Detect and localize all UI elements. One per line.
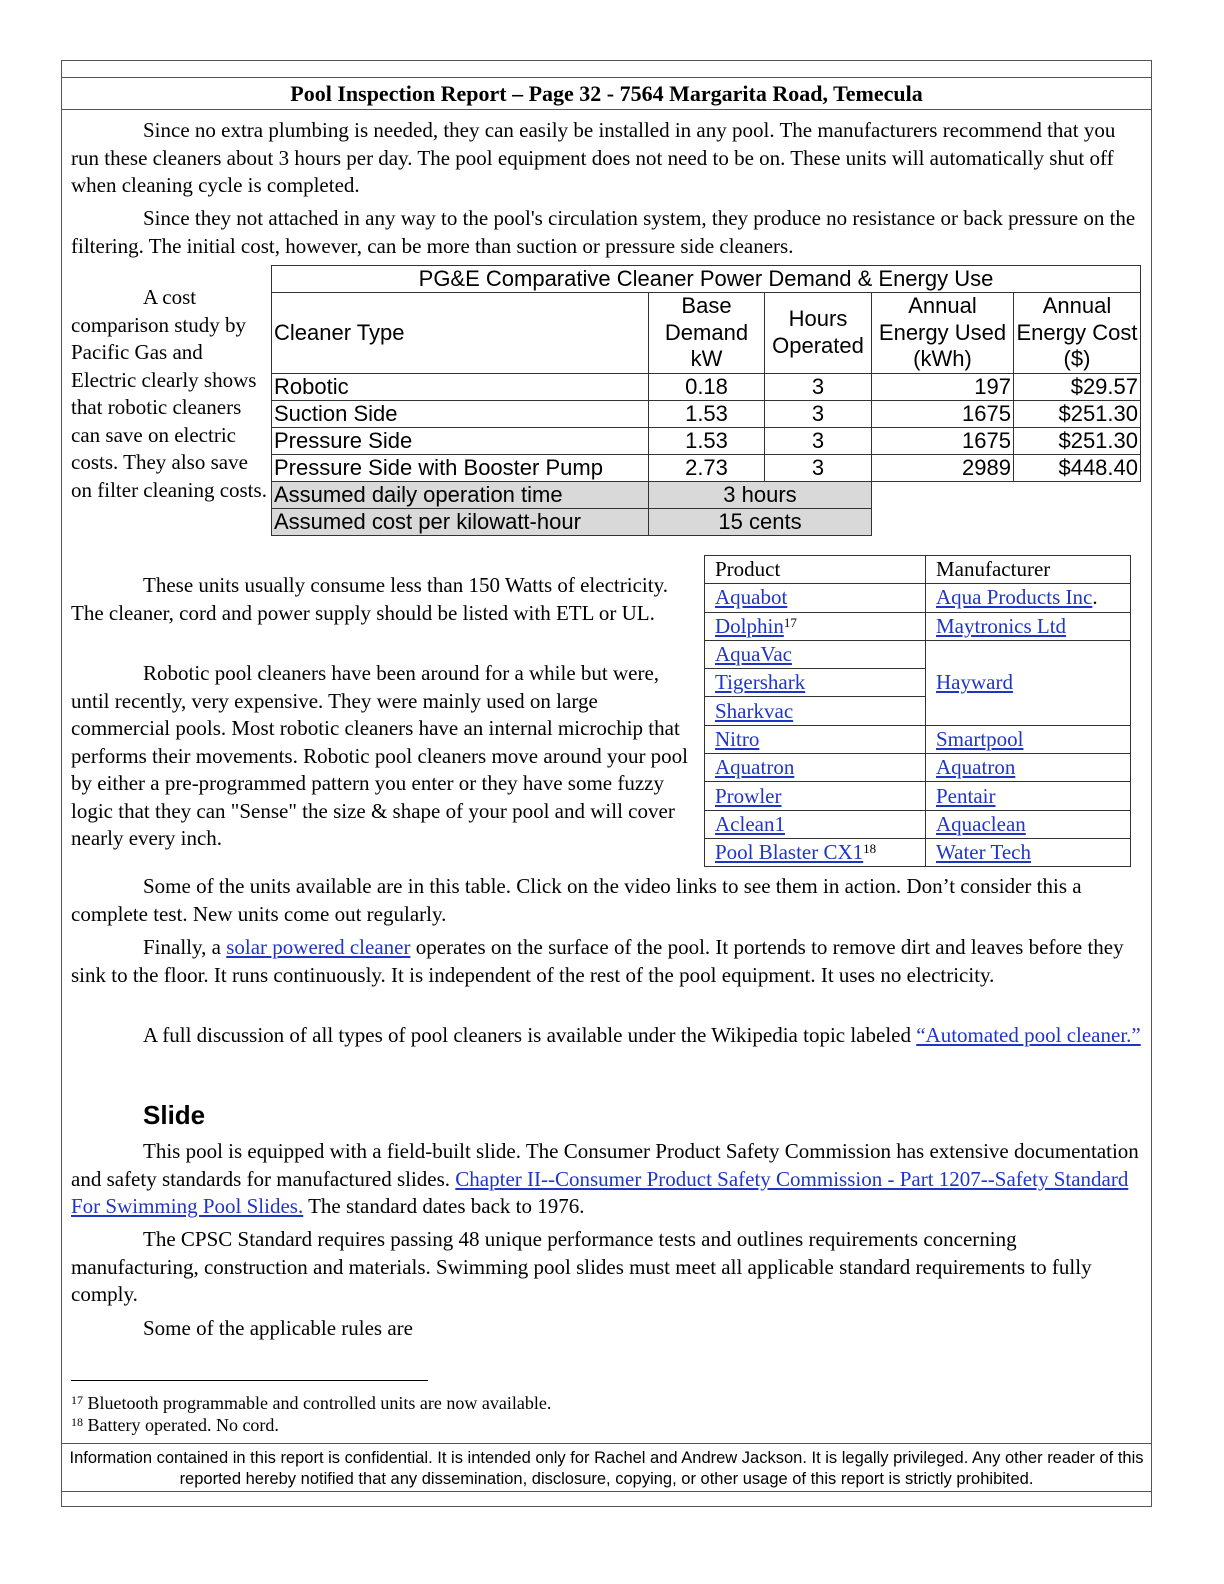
paragraph-solar-cleaner: [71, 934, 1143, 989]
table-row: [705, 640, 1131, 668]
table-row: [272, 427, 1141, 454]
footnote-ref: 17: [783, 614, 797, 630]
assumption-value: 3 hours: [649, 481, 872, 508]
manufacturer-link[interactable]: Aqua Products Inc: [936, 585, 1093, 610]
table-row: [272, 454, 1141, 481]
cell-cleaner-type: Suction Side: [272, 400, 649, 427]
cpsc-standard-link[interactable]: Chapter II--Consumer Product Safety Commission - Part 1207--Safety Standard For Swimming Pool Slides.: [71, 1166, 1129, 1218]
table-row: [705, 584, 1131, 612]
footnote-ref: 18: [863, 841, 877, 857]
manufacturer-link[interactable]: Maytronics Ltd: [936, 613, 1067, 638]
paragraph-cost-comparison: A cost comparison study by Pacific Gas and Electric clearly shows that robotic cleaners can save on electric costs. They also save on filter cleaning costs.: [71, 285, 267, 502]
product-link[interactable]: AquaVac: [715, 642, 792, 667]
col-header-cleaner-type: Cleaner Type: [272, 293, 649, 374]
paragraph-units-available: Some of the units available are in this table. Click on the video links to see them in action. Don’t consider this a complete test. New units come out regularly.: [71, 874, 1082, 926]
table-row: [705, 838, 1131, 866]
product-link[interactable]: Tigershark: [715, 670, 806, 695]
cell-cleaner-type: Pressure Side with Booster Pump: [272, 454, 649, 481]
paragraph-plumbing: Since no extra plumbing is needed, they can easily be installed in any pool. The manufacturers recommend that you run these cleaners about 3 hours per day. The pool equipment does not need to be on. These units will automatically shut off when cleaning cycle is completed.: [71, 118, 1116, 197]
table-row: [705, 782, 1131, 810]
paragraph-wikipedia: [71, 1022, 1143, 1050]
table-row: [705, 810, 1131, 838]
manufacturer-link[interactable]: Pentair: [936, 783, 996, 808]
table-row: [272, 400, 1141, 427]
cell-energy-cost: $251.30: [1014, 427, 1141, 454]
cell-cleaner-type: Pressure Side: [272, 427, 649, 454]
text-span: A full discussion of all types of pool cleaners is available under the Wikipedia topic labeled: [143, 1023, 917, 1047]
product-link[interactable]: Pool Blaster CX1: [715, 840, 864, 865]
assumption-value: 15 cents: [649, 508, 872, 535]
pge-table-title: PG&E Comparative Cleaner Power Demand & Energy Use: [272, 266, 1141, 293]
pge-comparison-table: [271, 265, 1141, 536]
product-link[interactable]: Aquatron: [715, 755, 795, 780]
product-link[interactable]: Dolphin: [715, 613, 784, 638]
footnote-18: [71, 1414, 279, 1436]
col-header-product: Product: [705, 556, 926, 584]
col-header-annual-energy-cost: Annual Energy Cost ($): [1014, 293, 1141, 374]
product-link[interactable]: Aquabot: [715, 585, 788, 610]
col-header-manufacturer: Manufacturer: [926, 556, 1131, 584]
cell-hours: 3: [765, 373, 872, 400]
footnote-number: 18: [71, 1415, 83, 1429]
product-link[interactable]: Aclean1: [715, 811, 785, 836]
text-span: Finally, a: [143, 935, 227, 959]
table-row: [705, 725, 1131, 753]
manufacturer-link[interactable]: Aquatron: [936, 755, 1016, 780]
table-row: [705, 754, 1131, 782]
text-span: This pool is equipped with a field-built slide. The Consumer Product Safety Commission has extensive documentation and safety standards for manufactured slides.: [71, 1139, 1139, 1191]
manufacturer-link[interactable]: Hayward: [936, 670, 1013, 695]
cell-hours: 3: [765, 427, 872, 454]
paragraph-circulation: Since they not attached in any way to the pool's circulation system, they produce no resistance or back pressure on the filtering. The initial cost, however, can be more than suction or pressure side cleaners.: [71, 206, 1136, 258]
product-manufacturer-table: [704, 555, 1131, 867]
manufacturer-link[interactable]: Aquaclean: [936, 811, 1026, 836]
assumption-label: Assumed daily operation time: [272, 481, 649, 508]
col-header-hours-operated: Hours Operated: [765, 293, 872, 374]
col-header-annual-energy-used: Annual Energy Used (kWh): [872, 293, 1014, 374]
cell-base-demand: 2.73: [649, 454, 765, 481]
assumption-row: [272, 508, 1141, 535]
assumption-row: [272, 481, 1141, 508]
paragraph-robotic-history: Robotic pool cleaners have been around for a while but were, until recently, very expensive. They were mainly used on large commercial pools. Most robotic cleaners have an internal microchip that performs their movements. Robotic pool cleaners move around your pool by either a pre-programmed pattern you enter or they have some fuzzy logic that they can "Sense" the size & shape of your pool and will cover nearly every inch.: [71, 661, 689, 850]
product-link[interactable]: Sharkvac: [715, 698, 794, 723]
footnote-17: [71, 1392, 551, 1414]
paragraph-cpsc-standard: The CPSC Standard requires passing 48 unique performance tests and outlines requirements concerning manufacturing, construction and materials. Swimming pool slides must meet all applicable standard requirements to fully comply.: [71, 1227, 1092, 1306]
manufacturer-suffix: .: [1092, 585, 1098, 610]
wikipedia-link[interactable]: “Automated pool cleaner.”: [916, 1023, 1141, 1047]
text-span: operates on the surface of the pool. It portends to remove dirt and leaves before they sink to the floor. It runs continuously. It is independent of the rest of the pool equipment. It uses no electricity.: [71, 935, 1124, 987]
section-heading-slide: Slide: [143, 1100, 206, 1130]
manufacturer-link[interactable]: Smartpool: [936, 726, 1024, 751]
paragraph-field-built-slide: [71, 1138, 1143, 1221]
cell-hours: 3: [765, 454, 872, 481]
col-header-base-demand: Base Demand kW: [649, 293, 765, 374]
paragraph-watts: These units usually consume less than 150 Watts of electricity. The cleaner, cord and power supply should be listed with ETL or UL.: [71, 573, 668, 625]
footnote-text: Bluetooth programmable and controlled units are now available.: [83, 1393, 552, 1413]
cell-base-demand: 1.53: [649, 400, 765, 427]
text-span: The standard dates back to 1976.: [303, 1194, 585, 1218]
cell-base-demand: 0.18: [649, 373, 765, 400]
cell-cleaner-type: Robotic: [272, 373, 649, 400]
cell-energy-cost: $251.30: [1014, 400, 1141, 427]
cell-energy-used: 1675: [872, 400, 1014, 427]
cell-energy-cost: $29.57: [1014, 373, 1141, 400]
footnote-number: 17: [71, 1393, 83, 1407]
cell-energy-used: 2989: [872, 454, 1014, 481]
assumption-label: Assumed cost per kilowatt-hour: [272, 508, 649, 535]
cell-energy-cost: $448.40: [1014, 454, 1141, 481]
manufacturer-link[interactable]: Water Tech: [936, 840, 1031, 865]
table-row: [272, 373, 1141, 400]
solar-cleaner-link[interactable]: solar powered cleaner: [226, 935, 411, 959]
report-header: Pool Inspection Report – Page 32 - 7564 Margarita Road, Temecula: [61, 77, 1152, 110]
product-link[interactable]: Prowler: [715, 783, 782, 808]
paragraph-applicable-rules: Some of the applicable rules are: [143, 1316, 413, 1340]
cell-energy-used: 1675: [872, 427, 1014, 454]
product-link[interactable]: Nitro: [715, 726, 760, 751]
confidentiality-footer: Information contained in this report is confidential. It is intended only for Rachel and Andrew Jackson. It is legally privileged. Any other reader of this reported hereby notified that any dissemination, disclosure, copying, or other usage of this report is strictly prohibited.: [61, 1443, 1152, 1492]
cell-energy-used: 197: [872, 373, 1014, 400]
cell-hours: 3: [765, 400, 872, 427]
table-row: [705, 612, 1131, 640]
cell-base-demand: 1.53: [649, 427, 765, 454]
footnote-separator: [71, 1380, 428, 1381]
footnote-text: Battery operated. No cord.: [83, 1415, 279, 1435]
